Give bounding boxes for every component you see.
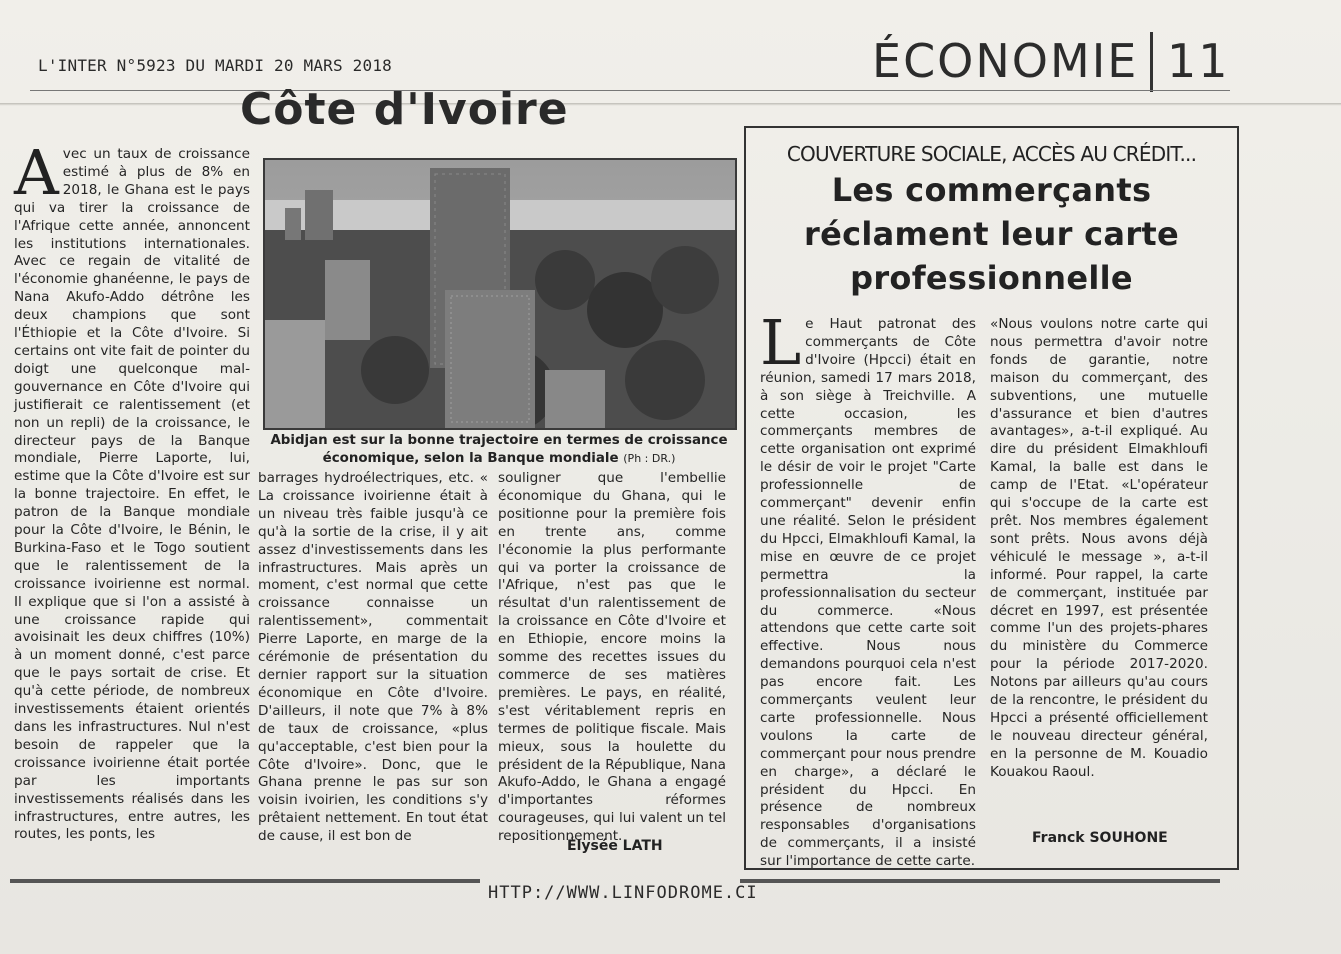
page-fold [0, 103, 1341, 106]
left-article-column-3 [498, 470, 726, 846]
right-article-col1-text: e Haut patronat des commerçants de Côte d'Ivoire (Hpcci) était en réunion, samedi 17 mars 2018, à son siège à Treichville. A cette occasion, les commerçants membres de cette organisation ont exprimé le désir de voir le projet "Carte professionnelle de commerçant" devenir enfin une réalité. Selon le président du Hpcci, Elmakhloufi Kamal, la mise en œuvre de ce projet permettra la professionnalisation du secteur du commerce. «Nous attendons que cette carte soit effective. Nous nous demandons pourquoi cela n'est pas encore fait. Les commerçants veulent leur carte professionnelle. Nous voulons la carte de commerçant pour nous prendre en charge», a déclaré le président du Hpcci. En présence de nombreux responsables d'organisations de commerçants, il a insisté sur l'importance de cette carte. [760, 316, 976, 870]
left-article-title: Côte d'Ivoire [240, 84, 569, 135]
photo-caption [266, 432, 732, 467]
left-article-column-2 [258, 470, 488, 846]
right-article-dropcap: L [760, 306, 802, 379]
footer-url: HTTP://WWW.LINFODROME.CI [488, 883, 758, 903]
right-article-col2-text: «Nous voulons notre carte qui nous permettra d'avoir notre fonds de garantie, notre maison du commerçant, des subventions, une mutuelle d'assurance et bien d'autres avantages», a-t-il expliqué. Au dire du président Elmakhloufi Kamal, la balle est dans le camp de l'Etat. «L'opérateur qui s'occupe de la carte est prêt. Nos membres également sont prêts. Nous avons déjà véhiculé le message », a-t-il informé. Pour rappel, la carte de commerçant, instituée par décret en 1997, est présentée comme l'un des projets-phares du ministère du Commerce pour la période 2017-2020. Notons par ailleurs qu'au cours de la rencontre, le président du Hpcci a présenté officiellement le nouveau directeur général, en la personne de M. Kouadio Kouakou Raoul. [990, 316, 1208, 780]
left-article-dropcap: A [14, 136, 59, 209]
right-article-signature: Franck SOUHONE [1032, 830, 1168, 846]
left-article-col3-text: souligner que l'embellie économique du Ghana, qui le positionne pour la première fois en trente ans, comme l'économie la plus performante qui va porter la croissance de l'Afrique, n'est pas que le résultat d'un ralentissement de la croissance en Côte d'Ivoire et en Ethiopie, encore moins la somme des recettes issues du commerce de ses matières premières. Le pays, en réalité, s'est véritablement repris en termes de politique fiscale. Mais mieux, sous la houlette du président de la République, Nana Akufo-Addo, le Ghana a engagé d'importantes réformes courageuses, qui lui valent un tel repositionnement. [498, 470, 726, 845]
header-rule [30, 90, 1230, 91]
header-divider [1150, 32, 1153, 92]
issue-line: L'INTER N°5923 DU MARDI 20 MARS 2018 [38, 56, 392, 75]
right-article-column-2 [990, 316, 1208, 782]
right-article-headline: Les commerçants réclament leur carte professionnelle [804, 171, 1179, 297]
footer-rule-left [10, 879, 480, 883]
section-title: ÉCONOMIE [872, 34, 1139, 88]
left-article-col2-text: barrages hydroélectriques, etc. « La croissance ivoirienne était à un niveau très faible jusqu'à ce qu'à la sortie de la crise, il y ait assez d'investissements dans les infrastructures. Mais après un moment, c'est normal que cette croissance connaisse un ralentissement», commentait Pierre Laporte, en marge de la cérémonie de présentation du dernier rapport sur la situation économique en Côte d'Ivoire. D'ailleurs, il note que 7% à 8% de taux de croissance, «plus qu'acceptable, c'est bien pour la Côte d'Ivoire». Donc, que le Ghana prenne le pas sur son voisin ivoirien, les conditions s'y prêtaient nettement. En tout état de cause, il est bon de [258, 470, 488, 845]
abidjan-photo [263, 158, 737, 430]
caption-text: Abidjan est sur la bonne trajectoire en termes de croissance économique, selon la Banque mondiale [270, 433, 728, 466]
left-article-signature: Élysée LATH [567, 838, 663, 854]
photo-credit: (Ph : DR.) [623, 451, 676, 465]
left-article-col1-text: vec un taux de croissance estimé à plus de 8% en 2018, le Ghana est le pays qui va tirer la croissance de l'Afrique cette année, annoncent les institutions internationales. Avec ce regain de vitalité de l'économie ghanéenne, le pays de Nana Akufo-Addo détrône les deux champions que sont l'Éthiopie et la Côte d'Ivoire. Si certains ont vite fait de pointer du doigt une quelconque mal-gouvernance en Côte d'Ivoire qui justifierait ce ralentissement (et non un repli) de la croissance, le directeur pays de la Banque mondiale, Pierre Laporte, lui, estime que la Côte d'Ivoire est sur la bonne trajectoire. En effet, le patron de la Banque mondiale pour la Côte d'Ivoire, le Bénin, le Burkina-Faso et le Togo soutient que le ralentissement de la croissance ivoirienne est normal. Il explique que si l'on a assisté à une croissance rapide qui avoisinait les deux chiffres (10%) à un moment donné, c'est parce que le pays sortait de crise. Et qu'à cette période, de nombreux investissements étaient orientés dans les infrastructures. Nul n'est besoin de rappeler que la croissance ivoirienne était portée par les importants investissements réalisés dans les infrastructures, entre autres, les routes, les ponts, les [14, 146, 250, 843]
right-article-kicker: COUVERTURE SOCIALE, ACCÈS AU CRÉDIT... [786, 142, 1197, 166]
right-article-column-1 [760, 306, 976, 871]
left-article-column-1 [14, 136, 250, 844]
footer-rule-right [740, 879, 1220, 883]
page-number: 11 [1167, 34, 1230, 88]
